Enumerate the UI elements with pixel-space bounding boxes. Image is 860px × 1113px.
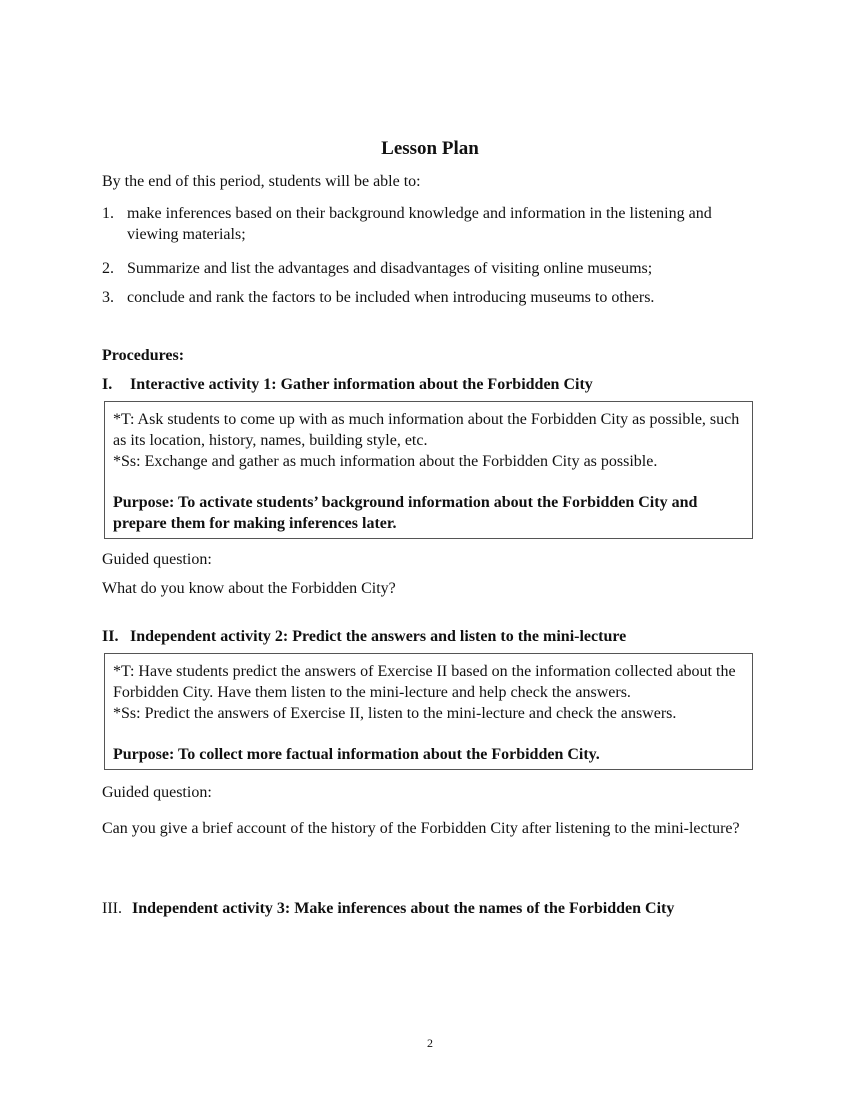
section-roman: I. xyxy=(102,376,113,393)
page-title: Lesson Plan xyxy=(381,138,479,159)
procedures-label: Procedures: xyxy=(102,347,185,364)
guided-question-label: Guided question: xyxy=(102,551,212,568)
objective-item-3 xyxy=(102,287,762,308)
purpose-text: Purpose: To collect more factual information about the Forbidden City. xyxy=(113,746,600,763)
teacher-instruction: *T: Ask students to come up with as much information about the Forbidden City as possible, such as its location, history, names, building style, etc. xyxy=(113,411,740,449)
objective-text: conclude and rank the factors to be included when introducing museums to others. xyxy=(127,289,655,306)
objective-number: 2. xyxy=(102,260,114,277)
student-instruction: *Ss: Predict the answers of Exercise II, listen to the mini-lecture and check the answers. xyxy=(113,705,677,722)
guided-question-label: Guided question: xyxy=(102,784,212,801)
section-heading-2 xyxy=(102,626,762,647)
section-heading-1 xyxy=(102,374,762,395)
guided-question: Can you give a brief account of the history of the Forbidden City after listening to the mini-lecture? xyxy=(102,820,740,837)
objective-item-2 xyxy=(102,258,762,279)
student-instruction: *Ss: Exchange and gather as much information about the Forbidden City as possible. xyxy=(113,453,658,470)
section-heading-text: Independent activity 2: Predict the answers and listen to the mini-lecture xyxy=(130,628,627,645)
objective-number: 3. xyxy=(102,289,114,306)
teacher-instruction: *T: Have students predict the answers of Exercise II based on the information collected about the Forbidden City. Have them listen to the mini-lecture and help check the answers. xyxy=(113,663,736,701)
objective-text: Summarize and list the advantages and disadvantages of visiting online museums; xyxy=(127,260,653,277)
activity-box-1 xyxy=(104,401,753,539)
section-roman: II. xyxy=(102,628,119,645)
guided-question: What do you know about the Forbidden City? xyxy=(102,580,396,597)
activity-box-2 xyxy=(104,653,753,770)
objective-item-1 xyxy=(102,203,762,245)
section-heading-3 xyxy=(102,898,762,919)
purpose-text: Purpose: To activate students’ background information about the Forbidden City and prepare them for making inferences later. xyxy=(113,494,698,532)
section-heading-text: Interactive activity 1: Gather information about the Forbidden City xyxy=(130,376,593,393)
intro-text: By the end of this period, students will be able to: xyxy=(102,173,421,190)
objective-text: make inferences based on their background knowledge and information in the listening and viewing materials; xyxy=(127,205,712,243)
section-roman: III. xyxy=(102,900,122,917)
section-heading-text: Independent activity 3: Make inferences about the names of the Forbidden City xyxy=(132,900,675,917)
page-number: 2 xyxy=(427,1036,433,1050)
objective-number: 1. xyxy=(102,205,114,222)
